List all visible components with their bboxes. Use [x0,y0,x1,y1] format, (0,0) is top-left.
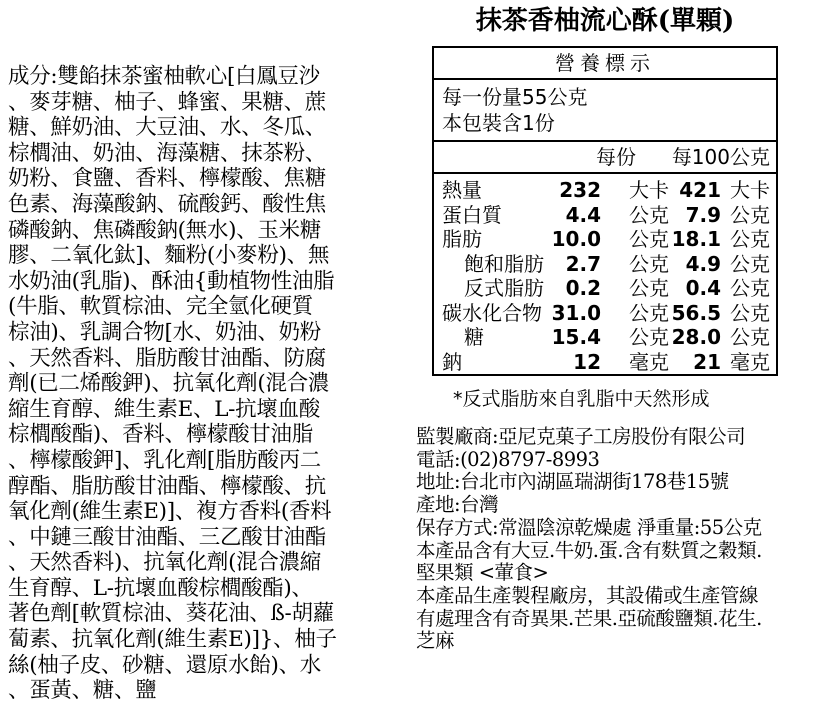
per-serving-unit: 公克 [629,276,669,300]
nutrition-row [434,252,776,277]
column-per-100g: 每100公克 [671,145,770,169]
per-serving-unit: 毫克 [629,349,669,374]
info-line: 堅果類 <葷食> [416,561,549,585]
ingredients-line: 氧化劑(維生素E)]、複方香料(香料 [8,499,332,525]
nutrition-header: 營養標示 [434,48,776,80]
per-100g-value: 421 [679,178,721,202]
ingredients-line: 糖、鮮奶油、大豆油、水、冬瓜、 [8,115,327,141]
info-line: 監製廠商:亞尼克菓子工房股份有限公司 [416,425,746,448]
ingredients-line: 、中鏈三酸甘油酯、三乙酸甘油酯 [8,524,327,550]
per-serving-unit: 公克 [629,300,669,325]
per-100g-unit: 公克 [730,202,770,227]
nutrient-label: 糖 [464,325,484,349]
ingredients-line: 生育醇、L-抗壞血酸棕櫚酸酯)、 [8,575,313,601]
ingredients-line: 、蛋黃、糖、鹽 [8,678,157,704]
serving-size: 每一份量55公克 [442,85,588,109]
nutrition-row [434,178,776,203]
nutrition-row [434,301,776,326]
servings-per-pack: 本包裝含1份 [442,111,555,135]
nutrition-row [434,325,776,350]
per-serving-unit: 大卡 [629,178,669,202]
nutrition-facts-table [432,46,778,376]
per-serving-unit: 公克 [629,325,669,349]
product-title: 抹茶香柚流心酥(單顆) [475,6,735,36]
ingredients-line: 棕櫚油、奶油、海藻糖、抹茶粉、 [8,140,327,166]
per-serving-value: 31.0 [551,300,601,325]
ingredients-line: 磷酸鈉、焦磷酸鈉(無水)、玉米糖 [8,217,321,243]
per-serving-value: 12 [573,349,601,374]
per-100g-value: 18.1 [671,227,721,251]
nutrient-label: 蛋白質 [442,202,502,227]
ingredients-line: 成分:雙餡抹茶蜜柚軟心[白鳳豆沙 [8,64,320,89]
nutrition-row [434,227,776,252]
nutrition-row [434,203,776,228]
manufacturer-info [416,426,836,653]
ingredients-line: 劑(已二烯酸鉀)、抗氧化劑(混合濃 [8,371,330,397]
ingredients-line: 棕櫚酸酯)、香料、檸檬酸甘油脂 [8,422,313,448]
per-100g-unit: 公克 [730,227,770,251]
per-serving-value: 10.0 [551,227,601,251]
nutrition-footnote: *反式脂肪來自乳脂中天然形成 [453,388,710,410]
ingredients-line: 膠、二氧化鈦]、麵粉(小麥粉)、無 [8,243,330,269]
ingredients-line: 、麥芽糖、柚子、蜂蜜、果糖、蔗 [8,89,327,115]
serving-info [434,80,776,142]
ingredients-line: 、天然香料、脂肪酸甘油酯、防腐 [8,345,327,371]
per-100g-value: 28.0 [671,325,721,349]
ingredients-line: 奶粉、食鹽、香料、檸檬酸、焦糖 [8,166,327,192]
per-100g-value: 7.9 [685,202,721,227]
per-100g-value: 56.5 [671,300,721,325]
nutrient-label: 鈉 [442,349,462,374]
nutrient-label: 脂肪 [442,227,482,251]
per-100g-unit: 公克 [730,325,770,349]
per-100g-unit: 公克 [730,300,770,325]
ingredients-text [8,64,400,704]
per-serving-unit: 公克 [629,251,669,276]
nutrient-label: 飽和脂肪 [464,251,544,276]
per-serving-value: 0.2 [565,276,601,300]
per-serving-value: 232 [559,178,601,202]
per-serving-value: 2.7 [565,251,601,276]
ingredients-line: 蔔素、抗氧化劑(維生素E)]}、柚子 [8,627,337,653]
ingredients-line: 著色劑[軟質棕油、葵花油、ß-胡蘿 [8,601,334,627]
nutrition-row [434,276,776,301]
ingredients-line: 色素、海藻酸鈉、硫酸鈣、酸性焦 [8,191,327,217]
per-100g-value: 4.9 [685,251,721,276]
nutrition-column-headers [434,142,776,174]
per-100g-value: 21 [693,349,721,374]
ingredients-line: 絲(柚子皮、砂糖、還原水飴)、水 [8,652,321,678]
per-100g-unit: 公克 [730,251,770,276]
per-serving-unit: 公克 [629,227,669,251]
ingredients-line: 棕油)、乳調合物[水、奶油、奶粉 [8,319,321,345]
nutrition-row [434,350,776,375]
info-line: 產地:台灣 [416,493,499,517]
info-line: 地址:台北市內湖區瑞湖街178巷15號 [416,470,729,494]
ingredients-line: 水奶油(乳脂)、酥油{動植物性油脂 [8,268,335,294]
info-line: 有處理含有奇異果.芒果.亞硫酸鹽類.花生. [416,606,762,630]
per-serving-value: 15.4 [551,325,601,349]
nutrition-rows [434,174,776,374]
nutrient-label: 反式脂肪 [464,276,544,300]
per-serving-unit: 公克 [629,202,669,227]
per-100g-value: 0.4 [685,276,721,300]
column-per-serving: 每份 [596,145,636,169]
ingredients-line: 縮生育醇、維生素E、L-抗壞血酸 [8,396,320,422]
per-100g-unit: 毫克 [730,349,770,374]
per-100g-unit: 公克 [730,276,770,300]
info-line: 本產品含有大豆.牛奶.蛋.含有麩質之穀類. [416,538,762,562]
info-line: 本產品生產製程廠房，其設備或生產管線 [416,583,759,607]
ingredients-line: 、檸檬酸鉀]、乳化劑[脂肪酸丙二 [8,447,321,473]
info-line: 電話:(02)8797-8993 [416,447,600,471]
per-serving-value: 4.4 [565,202,601,227]
per-100g-unit: 大卡 [730,178,770,202]
nutrient-label: 碳水化合物 [442,300,542,325]
info-line: 芝麻 [416,629,455,653]
ingredients-line: 醇酯、脂肪酸甘油酯、檸檬酸、抗 [8,473,327,499]
ingredients-line: (牛脂、軟質棕油、完全氫化硬質 [8,294,313,320]
info-line: 保存方式:常溫陰涼乾燥處 淨重量:55公克 [416,515,762,539]
nutrient-label: 熱量 [442,178,482,202]
ingredients-line: 、天然香料)、抗氧化劑(混合濃縮 [8,550,321,576]
